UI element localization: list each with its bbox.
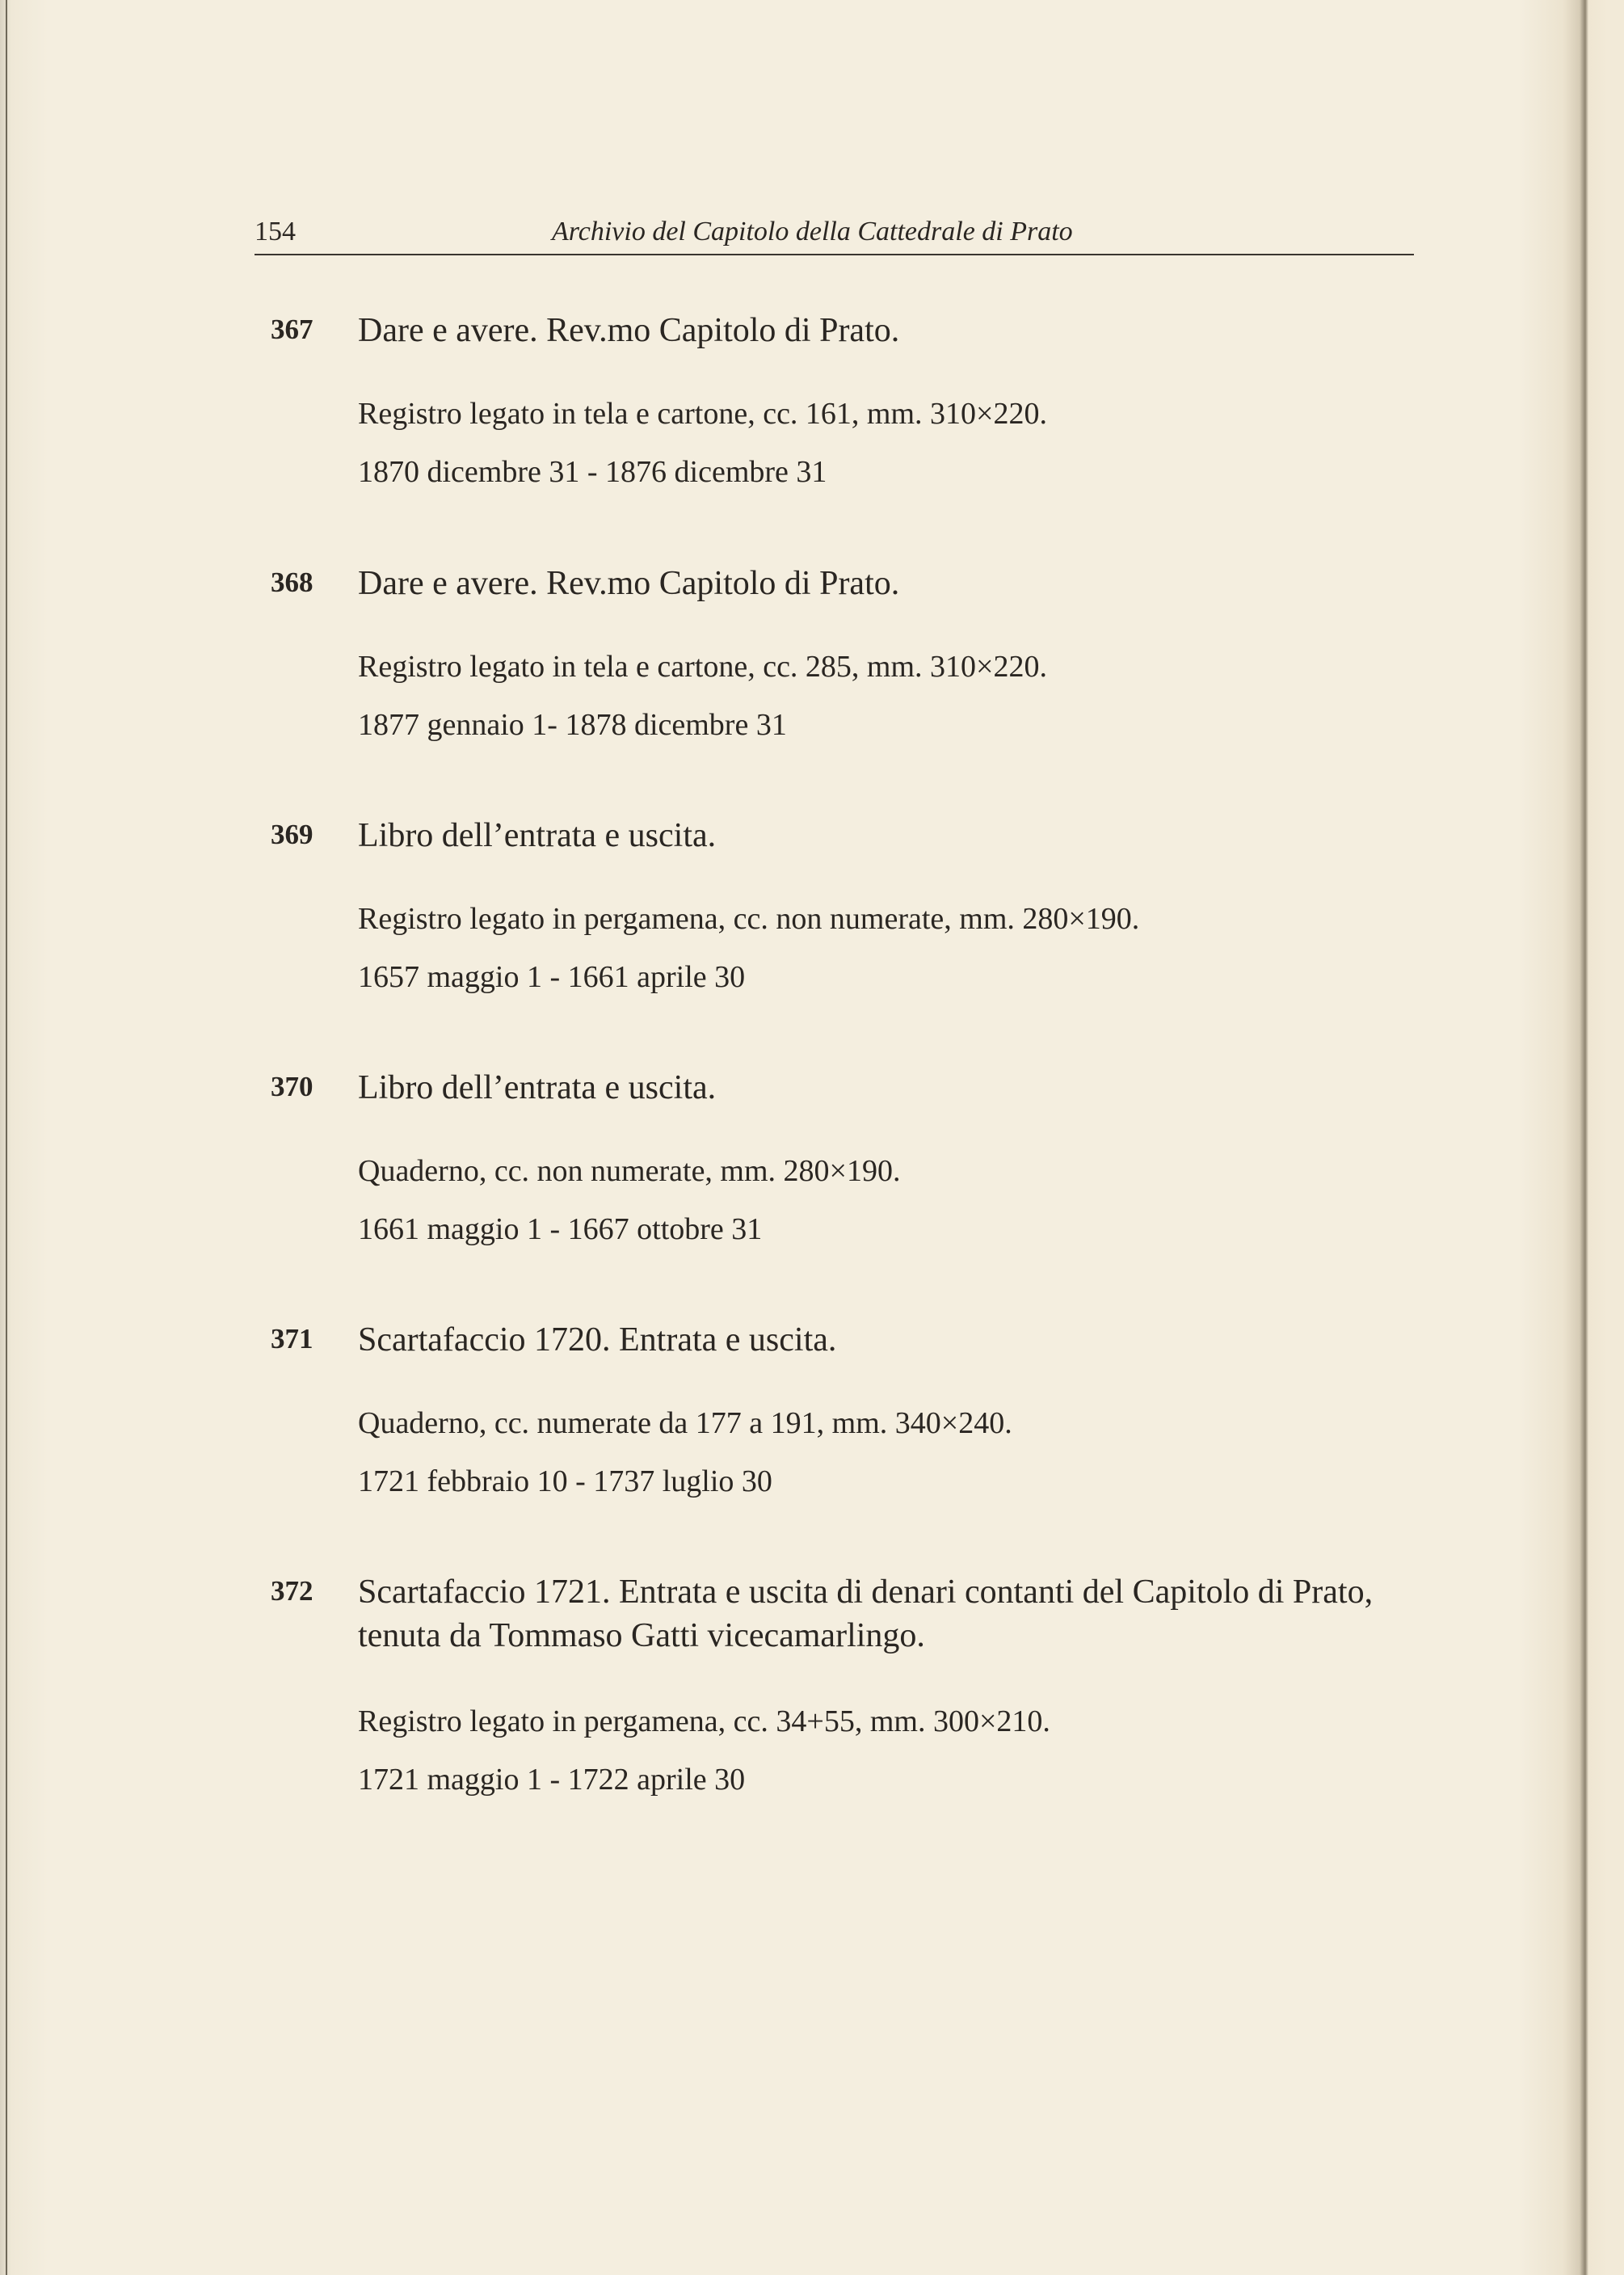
entry-description: Registro legato in pergamena, cc. non numerate, mm. 280×190. [358,902,1140,936]
entry-description: Registro legato in tela e cartone, cc. 285, mm. 310×220. [358,650,1047,684]
catalog-entry [255,562,1422,756]
entry-number: 370 [271,1071,313,1102]
catalog-entry [255,1066,1422,1260]
entry-number: 369 [271,819,313,850]
page-number: 154 [255,217,296,246]
entry-description: Quaderno, cc. non numerate, mm. 280×190. [358,1154,901,1188]
entry-number: 367 [271,314,313,345]
entry-date: 1721 maggio 1 - 1722 aprile 30 [358,1763,746,1797]
entry-title: Scartafaccio 1721. Entrata e uscita di denari contanti del Capitolo di Prato, tenuta da Tommaso Gatti vicecamarlingo. [358,1574,1374,1654]
entry-number: 371 [271,1323,313,1354]
entry-title: Libro dell’entrata e uscita. [358,817,717,854]
entry-date: 1661 maggio 1 - 1667 ottobre 31 [358,1212,763,1246]
running-title: Archivio del Capitolo della Cattedrale di Prato [552,217,1073,246]
entry-title: Dare e avere. Rev.mo Capitolo di Prato. [358,565,900,602]
entry-title: Libro dell’entrata e uscita. [358,1069,717,1106]
catalog-entry [255,1318,1422,1512]
page-header [255,209,1414,254]
catalog-entry [255,814,1422,1008]
header-divider [255,254,1414,255]
catalog-entry [255,309,1422,503]
entry-description: Registro legato in pergamena, cc. 34+55, mm. 300×210. [358,1704,1050,1738]
entry-date: 1657 maggio 1 - 1661 aprile 30 [358,960,746,994]
entry-number: 368 [271,567,313,598]
entry-description: Quaderno, cc. numerate da 177 a 191, mm. 340×240. [358,1406,1012,1440]
entry-title: Scartafaccio 1720. Entrata e uscita. [358,1321,837,1359]
entry-number: 372 [271,1575,313,1607]
entry-date: 1870 dicembre 31 - 1876 dicembre 31 [358,455,827,489]
entry-description: Registro legato in tela e cartone, cc. 161, mm. 310×220. [358,397,1047,431]
entry-date: 1877 gennaio 1- 1878 dicembre 31 [358,708,787,742]
entry-date: 1721 febbraio 10 - 1737 luglio 30 [358,1464,772,1498]
page-edge-line [6,0,7,2275]
entry-title: Dare e avere. Rev.mo Capitolo di Prato. [358,312,900,349]
catalog-entry [255,1570,1422,1813]
